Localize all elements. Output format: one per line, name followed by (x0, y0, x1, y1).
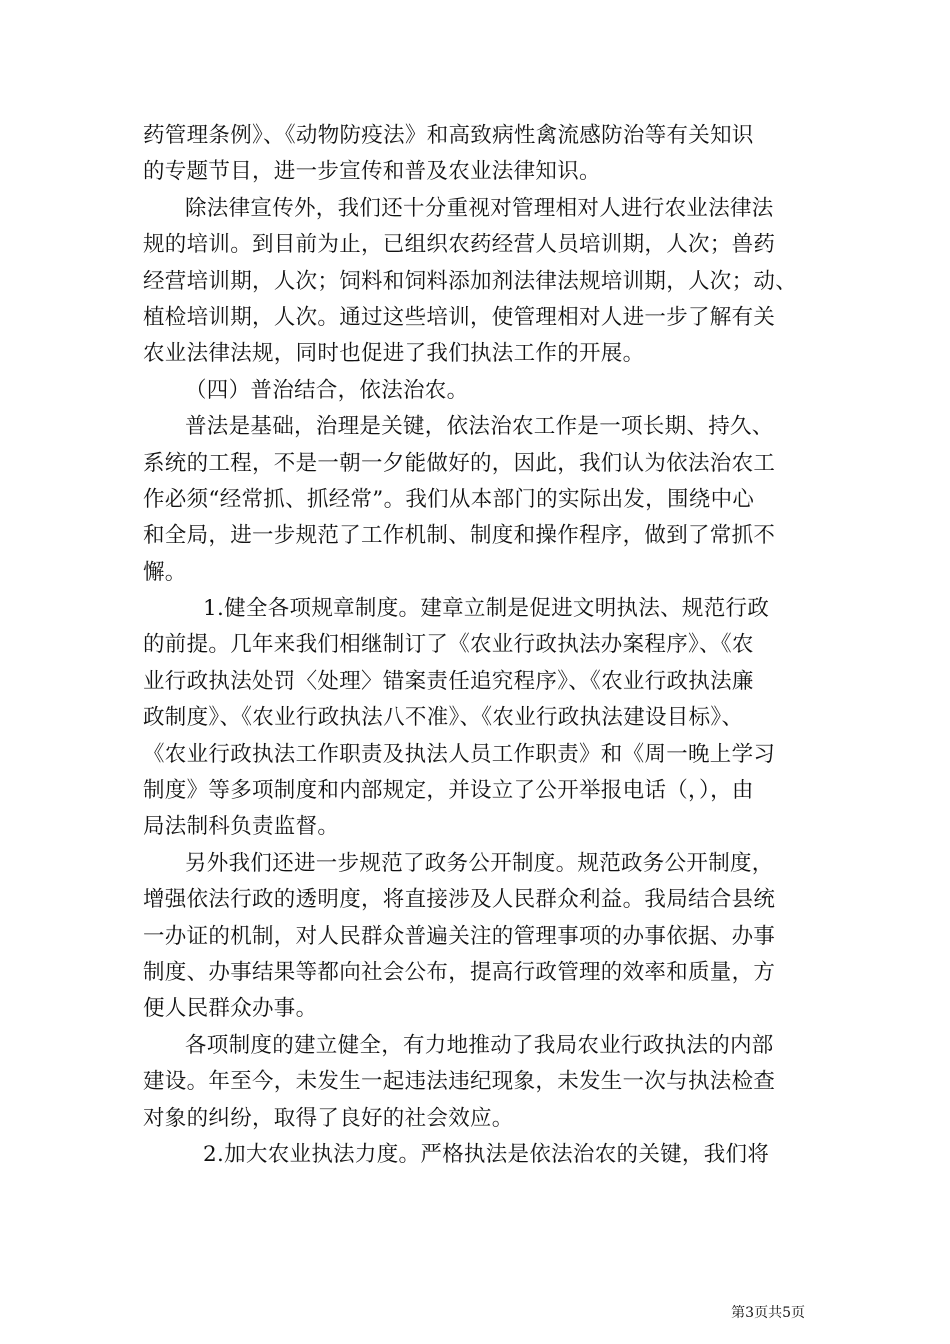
text-line: 局法制科负责监督。 (143, 814, 340, 840)
text-line: 各项制度的建立健全，有力地推动了我局农业行政执法的内部 (185, 1032, 774, 1058)
text-line: 业行政执法处罚〈处理〉错案责任追究程序》、《农业行政执法廉 (143, 668, 754, 694)
text-line: 的专题节目，进一步宣传和普及农业法律知识。 (143, 159, 601, 185)
text-line: 作必须“经常抓、抓经常”。我们从本部门的实际出发，围绕中心 (143, 486, 755, 512)
text-line: 便人民群众办事。 (143, 996, 318, 1022)
text-line: 普法是基础，治理是关键，依法治农工作是一项长期、持久、 (185, 414, 774, 440)
text-line: 制度》等多项制度和内部规定，并设立了公开举报电话（，），由 (143, 778, 754, 804)
page-number: 第3页共5页 (731, 1305, 805, 1321)
text-line: 系统的工程，不是一朝一夕能做好的，因此，我们认为依法治农工 (143, 450, 776, 476)
document-body (143, 118, 813, 1173)
text-line: 制度、办事结果等都向社会公布，提高行政管理的效率和质量，方 (143, 959, 776, 985)
text-line: 对象的纠纷，取得了良好的社会效应。 (143, 1105, 514, 1131)
text-line: 建设。年至今，未发生一起违法违纪现象，未发生一次与执法检查 (143, 1069, 776, 1095)
text-line: 《农业行政执法工作职责及执法人员工作职责》和《周一晚上学习 (143, 741, 776, 767)
text-line: 一办证的机制，对人民群众普遍关注的管理事项的办事依据、办事 (143, 923, 776, 949)
text-line: 药管理条例》、《动物防疫法》和高致病性禽流感防治等有关知识 (143, 123, 754, 148)
text-line: 和全局，进一步规范了工作机制、制度和操作程序，做到了常抓不 (143, 523, 776, 549)
text-line: 农业法律法规，同时也促进了我们执法工作的开展。 (143, 341, 645, 367)
text-line: 除法律宣传外，我们还十分重视对管理相对人进行农业法律法 (185, 195, 774, 221)
text-line: 政制度》、《农业行政执法八不准》、《农业行政执法建设目标》、 (143, 705, 744, 731)
text-line: 规的培训。到目前为止，已组织农药经营人员培训期，人次；兽药 (143, 232, 776, 258)
numbered-item-heading: 2.加大农业执法力度。严格执法是依法治农的关键，我们将 (203, 1141, 770, 1167)
section-heading: （四）普治结合，依法治农。 (185, 377, 469, 403)
text-line: 增强依法行政的透明度，将直接涉及人民群众利益。我局结合县统 (143, 887, 776, 913)
numbered-item-heading: 1.健全各项规章制度。建章立制是促进文明执法、规范行政 (203, 596, 770, 622)
text-line: 懈。 (143, 559, 187, 585)
text-line: 另外我们还进一步规范了政务公开制度。规范政务公开制度， (185, 850, 774, 876)
text-line: 的前提。几年来我们相继制订了《农业行政执法办案程序》、《农 (143, 632, 754, 658)
text-line: 经营培训期，人次；饲料和饲料添加剂法律法规培训期，人次；动、 (143, 268, 798, 294)
text-line: 植检培训期，人次。通过这些培训，使管理相对人进一步了解有关 (143, 304, 776, 330)
